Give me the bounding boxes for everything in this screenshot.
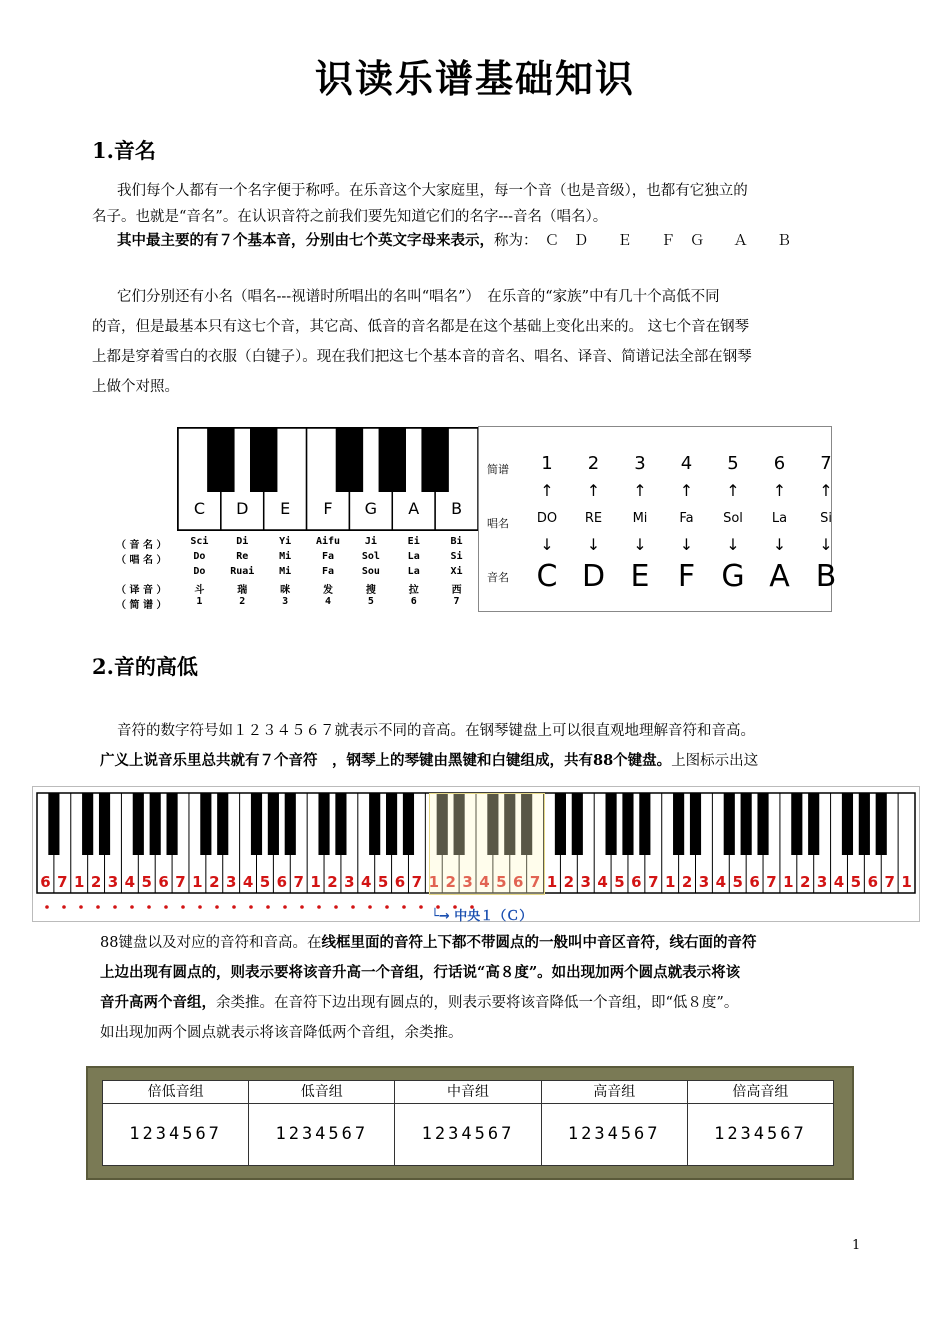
section-1-para-3-line-1: 它们分别还有小名（唱名---视谱时所唱出的名叫“唱名”） 在乐音的“家族”中有几十个高低不同 [117,289,720,305]
key-number: 2 [563,873,575,891]
octave-column [688,1081,833,1165]
key-number: 1 [192,873,203,891]
name-cell: 5 [367,596,374,607]
page-title: 识读乐谱基础知识 [314,56,635,101]
name-cell: Di [236,536,249,547]
key-number: 6 [512,873,524,891]
name-cell: 7 [453,596,460,607]
jianpu-digit: 7 [820,453,832,474]
para-2-continuation: 上图标示出这 [671,753,759,769]
key-number: 1 [664,873,676,891]
88-keys-bold-text: 广义上说音乐里总共就有７个音符 ，钢琴上的琴键由黑键和白键组成，共有88个键盘。 [100,752,672,769]
black-key [379,428,406,492]
key-number: 1 [783,873,794,891]
section-1-para-3-line-2: 的音，但是最基本只有这七个音，其它高、低音的音名都是在这个基础上变化出来的。 这七个音在钢琴 [92,319,750,335]
changming-text: Si [820,511,832,526]
black-key [639,793,650,855]
key-number: 7 [648,873,659,891]
key-number: 3 [225,873,237,891]
black-key [335,793,346,855]
up-arrow-icon: ↑ [772,481,787,500]
key-number: 3 [344,873,355,891]
low-dot [130,905,134,909]
basic-notes-letters: 称为： Ｃ Ｄ Ｅ Ｆ Ｇ Ａ Ｂ [494,233,792,249]
name-cell: La [407,566,420,577]
up-arrow-icon: ↑ [633,481,647,500]
key-number: 6 [867,873,879,891]
key-number: 7 [175,873,186,891]
name-cell: Aifu [315,536,341,547]
low-dot [181,905,185,909]
key-number: 6 [158,873,169,891]
name-cell: Sci [190,536,209,547]
name-row-label: （ 简 谱 ） [116,600,167,611]
black-key [167,793,178,855]
jianpu-digit: 2 [587,453,600,474]
key-number: 3 [816,873,828,891]
para-3-line-1-start: 88键盘以及对应的音符和音高。在 [100,935,322,951]
low-dot [215,905,219,909]
low-dot [300,905,304,909]
black-key [82,793,93,855]
black-key [217,793,228,855]
changming-text: Fa [679,511,694,526]
down-arrow-icon: ↓ [633,535,647,554]
key-number: 5 [614,873,625,891]
down-arrow-icon: ↓ [726,535,740,554]
black-key [808,793,819,855]
black-key [250,428,277,492]
name-cell: Bi [450,536,463,547]
name-cell: 西 [451,585,462,596]
key-number: 6 [394,873,406,891]
low-dot [45,905,49,909]
section-1-heading: 1.音名 [92,138,156,163]
octave-column [542,1081,688,1165]
name-cell: 1 [196,596,203,607]
black-key [251,793,262,855]
section-2-para-1: 音符的数字符号如１２３４５６７就表示不同的音高。在钢琴键盘上可以很直观地理解音符和音高。 [117,723,755,739]
octave-header: 倍高音组 [688,1081,833,1104]
white-key-label: G [364,499,378,518]
octave-notes: 1234567 [275,1124,369,1144]
table-label-changming: 唱名 [487,517,509,530]
key-number: 4 [124,873,136,891]
key-number: 7 [57,873,68,891]
low-dot [351,905,355,909]
changming-text: DO [536,511,558,526]
name-cell: 3 [282,596,289,607]
black-key [386,793,397,855]
low-dot [113,905,117,909]
white-key-label: B [451,499,463,518]
jianpu-digit: 4 [680,453,693,474]
black-key [842,793,853,855]
yinming-letter: A [769,559,790,594]
low-dot [96,905,100,909]
octave-header: 低音组 [249,1081,394,1104]
yinming-letter: E [630,559,650,594]
octave-header: 倍低音组 [103,1081,248,1104]
black-key [622,793,633,855]
key-number: 3 [462,873,473,891]
white-key-label: A [408,499,420,518]
name-cell: 搜 [365,585,376,596]
table-columns [479,427,837,611]
black-key [876,793,887,855]
name-cell: 拉 [408,585,419,596]
octave-notes: 1234567 [129,1124,222,1144]
white-key-label: E [280,499,291,518]
up-arrow-icon: ↑ [726,481,740,500]
black-key [421,428,448,492]
key-number: 7 [293,873,304,891]
black-key [555,793,566,855]
black-key [369,793,380,855]
black-key [690,793,701,855]
black-key [336,428,363,492]
key-number: 2 [327,873,338,891]
key-number: 3 [580,873,591,891]
key-number: 1 [73,873,85,891]
name-row-1 [110,551,480,566]
name-row-label: （ 唱 名 ） [116,555,167,566]
key-number: 2 [90,873,102,891]
key-number: 3 [698,873,710,891]
black-key [606,793,617,855]
key-number: 1 [310,873,321,891]
key-number: 7 [884,873,895,891]
key-number: 5 [141,873,152,891]
black-key [268,793,279,855]
low-dot [62,905,66,909]
white-key-label: D [236,499,249,518]
black-key [724,793,735,855]
black-key [791,793,802,855]
name-cell: Si [450,551,463,562]
page-number: 1 [852,1238,861,1253]
arrow-icon: └→ [431,909,450,924]
changming-text: La [771,511,788,526]
key-number: 6 [40,873,51,891]
name-cell: Xi [450,566,463,577]
name-cell: Sou [361,566,380,577]
low-dot [198,905,202,909]
octave-column [103,1081,249,1165]
black-key [99,793,110,855]
key-number: 2 [681,873,693,891]
up-arrow-icon: ↑ [586,481,601,500]
name-cell: 2 [239,596,246,607]
section-2-para-3-line-2: 上边出现有圆点的，则表示要将该音升高一个音组，行话说“高８度”。如出现加两个圆点就表示将该 [100,964,741,981]
low-dot [232,905,236,909]
key-number: 1 [428,873,440,891]
section-2-para-3-line-3 [100,990,738,1016]
key-number: 4 [242,873,254,891]
key-number: 4 [361,873,372,891]
key-number: 5 [496,873,507,891]
black-key [859,793,870,855]
key-number: 2 [209,873,220,891]
octave-notes: 1234567 [567,1124,661,1144]
octave-group-figure [86,1066,854,1180]
key-number: 1 [901,873,912,891]
key-number: 2 [445,873,456,891]
key-number: 3 [107,873,119,891]
section-1-para-1-line-1: 我们每个人都有一个名字便于称呼。在乐音这个大家庭里，每一个音（也是音级），也都有它独立的 [117,183,748,199]
black-key [757,793,768,855]
name-cell: 瑞 [237,585,248,596]
para-3-line-1-bold: 线框里面的音符上下都不带圆点的一般叫中音区音符，线右面的音符 [321,934,757,951]
low-dot [283,905,287,909]
name-row-label: （ 音 名 ） [116,540,167,551]
name-cell: Fa [321,551,334,562]
name-cell: La [407,551,420,562]
up-arrow-icon: ↑ [540,481,554,500]
basic-notes-bold-text: 其中最主要的有７个基本音，分别由七个英文字母来表示， [117,232,494,249]
jianpu-digit: 1 [541,453,553,474]
white-key-label: F [323,499,333,518]
name-row-0 [110,536,480,551]
changming-text: Sol [723,511,743,526]
low-dot [266,905,270,909]
black-key [741,793,752,855]
name-cell: Fa [321,566,334,577]
low-dot [164,905,168,909]
black-key [403,793,414,855]
name-cell: Re [236,551,249,562]
section-1-para-1-line-2: 名子。也就是“音名”。在认识音符之前我们要先知道它们的名字---音名（唱名）。 [92,209,608,225]
name-cell: 4 [324,596,331,607]
section-2-para-3-line-4: 如出现加两个圆点就表示将该音降低两个音组，余类推。 [100,1025,463,1041]
low-dot [79,905,83,909]
black-key [572,793,583,855]
black-key [200,793,211,855]
table-label-yinming: 音名 [487,571,509,584]
octave-notes: 1234567 [714,1124,807,1144]
key-number: 2 [800,873,811,891]
key-number: 4 [479,873,490,891]
name-cell: 斗 [194,585,205,596]
section-2-para-3-line-1 [100,930,756,956]
section-1-para-3-line-3: 上都是穿着雪白的衣服（白键子）。现在我们把这七个基本音的音名、唱名、译音、简谱记法全部在钢琴 [92,349,752,365]
name-cell: Mi [279,566,292,577]
name-row-3 [110,581,480,596]
down-arrow-icon: ↓ [586,535,601,554]
jianpu-digit: 5 [727,453,739,474]
octave-notes: 1234567 [421,1124,515,1144]
black-key [207,428,234,492]
para-3-line-3-bold: 音升高两个音组， [100,994,216,1011]
middle-c-label [431,905,532,924]
key-number: 4 [833,873,845,891]
low-dot [334,905,338,909]
key-number: 1 [546,873,558,891]
yinming-letter: D [581,559,606,594]
name-cell: 6 [410,596,417,607]
name-cell: Ei [407,536,420,547]
full-keyboard-figure [32,786,920,922]
black-key [150,793,161,855]
name-cell: 发 [322,585,333,596]
black-key [133,793,144,855]
yinming-letter: G [721,559,745,594]
key-number: 6 [631,873,642,891]
octave-group-table [102,1080,834,1166]
section-1-para-2 [117,228,791,254]
name-row-2 [110,566,480,581]
piano-name-figure [110,424,480,614]
name-cell: Ruai [230,566,255,577]
key-number: 7 [529,873,541,891]
low-dot [249,905,253,909]
octave-header: 中音组 [395,1081,540,1104]
down-arrow-icon: ↓ [540,535,554,554]
key-number: 7 [411,873,423,891]
white-key-label: C [193,499,206,518]
octave-column [249,1081,395,1165]
key-number: 4 [715,873,727,891]
name-row-label: （ 译 音 ） [116,585,167,596]
jianpu-changming-yinming-table [478,426,837,612]
up-arrow-icon: ↑ [819,481,833,500]
octave-column [395,1081,541,1165]
name-cell: Do [193,551,206,562]
name-cell: Do [193,566,206,577]
name-cell: 咪 [280,585,291,596]
yinming-letter: F [677,559,696,594]
key-number: 5 [259,873,271,891]
section-1-para-3-line-4: 上做个对照。 [92,379,179,395]
name-cell: Mi [279,551,292,562]
low-dot [402,905,406,909]
jianpu-digit: 6 [773,453,786,474]
down-arrow-icon: ↓ [772,535,787,554]
low-dot [147,905,151,909]
key-number: 6 [749,873,760,891]
key-number: 4 [597,873,608,891]
low-dot [419,905,423,909]
table-label-jianpu: 简谱 [487,463,509,476]
key-number: 7 [766,873,777,891]
name-cell: Ji [364,536,377,547]
low-dot [385,905,389,909]
middle-range-frame [429,793,545,895]
octave-header: 高音组 [542,1081,687,1104]
down-arrow-icon: ↓ [679,535,694,554]
up-arrow-icon: ↑ [679,481,694,500]
para-3-line-3-rest: 余类推。在音符下边出现有圆点的，则表示要将该音降低一个音组，即“低８度”。 [216,995,739,1011]
black-key [673,793,684,855]
yinming-letter: B [815,559,837,594]
black-key [285,793,296,855]
low-dot [317,905,321,909]
middle-c-text: 中央１（Ｃ） [454,909,533,924]
key-number: 5 [377,873,389,891]
black-key [48,793,59,855]
name-cell: Yi [279,536,292,547]
changming-text: Mi [632,511,648,526]
name-row-4 [110,596,480,611]
key-number: 5 [732,873,743,891]
key-number: 6 [276,873,288,891]
black-key [318,793,329,855]
section-2-para-2 [100,748,758,774]
low-dot [368,905,372,909]
name-cell: Sol [361,551,380,562]
changming-text: RE [584,511,603,526]
jianpu-digit: 3 [634,453,646,474]
section-2-heading: 2.音的高低 [92,654,198,679]
yinming-letter: C [536,559,558,594]
down-arrow-icon: ↓ [819,535,833,554]
key-number: 5 [850,873,862,891]
